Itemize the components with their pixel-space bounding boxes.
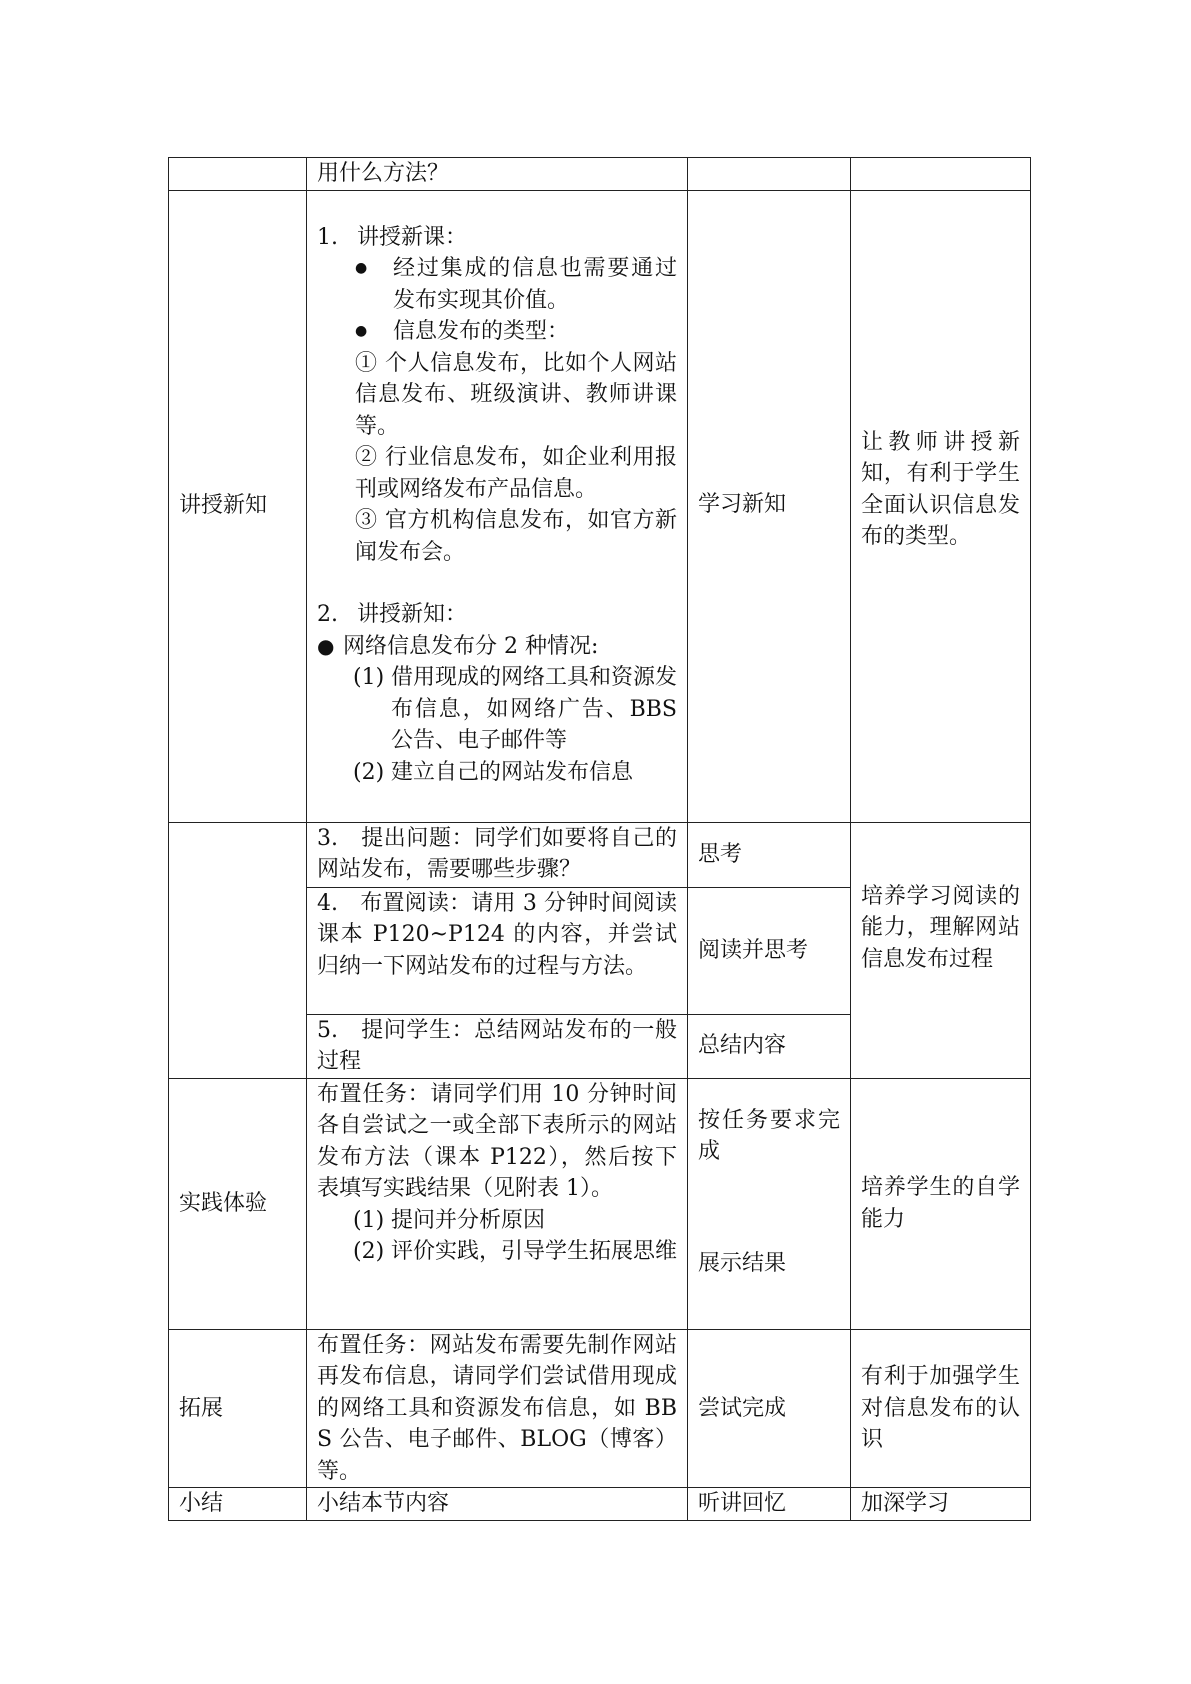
content-cell — [307, 1014, 688, 1078]
purpose-text: 培养学生的自学能力 — [861, 1175, 1020, 1232]
content-cell — [307, 1488, 688, 1521]
student-cell — [688, 158, 851, 191]
lesson-plan-table — [168, 157, 1031, 1521]
purpose-cell — [851, 1078, 1031, 1329]
student-activity: 按任务要求完成 — [698, 1107, 840, 1164]
list-item-text: 经过集成的信息也需要通过发布实现其价值。 — [393, 256, 677, 313]
section-number: 2. — [317, 602, 338, 627]
list-number: (1) — [353, 665, 385, 690]
purpose-text: 培养学习阅读的能力，理解网站信息发布过程 — [861, 883, 1020, 972]
content-text: 小结本节内容 — [317, 1491, 450, 1516]
table-row — [169, 1329, 1031, 1488]
student-activity: 学习新知 — [698, 491, 787, 517]
content-cell — [307, 1329, 688, 1488]
stage-label: 拓展 — [179, 1395, 224, 1421]
list-item — [317, 1205, 677, 1237]
purpose-cell — [851, 190, 1031, 822]
content-cell — [307, 158, 688, 191]
list-number: (2) — [353, 1239, 385, 1264]
content-text: 布置任务：网站发布需要先制作网站再发布信息，请同学们尝试借用现成的网络工具和资源发布信息，如 BBS 公告、电子邮件、BLOG（博客）等。 — [317, 1332, 677, 1484]
stage-label: 讲授新知 — [179, 493, 268, 519]
stage-label: 小结 — [179, 1491, 224, 1516]
stage-label: 实践体验 — [179, 1190, 268, 1216]
list-item: ① 个人信息发布，比如个人网站信息发布、班级演讲、教师讲课等。 — [355, 350, 677, 439]
list-item-text: 评价实践，引导学生拓展思维 — [391, 1239, 678, 1264]
purpose-cell — [851, 158, 1031, 191]
section-title: 讲授新知： — [357, 602, 468, 627]
bullet-icon: ● — [355, 323, 368, 339]
content-cell — [307, 190, 688, 822]
student-activity: 思考 — [698, 841, 743, 867]
bullet-icon: ● — [355, 260, 368, 276]
section-number: 1. — [317, 224, 338, 250]
section-title: 讲授新课： — [357, 224, 468, 250]
content-text: 用什么方法？ — [317, 161, 450, 186]
purpose-text: 让教师讲授新知，有利于学生全面认识信息发布的类型。 — [861, 429, 1020, 549]
list-item — [317, 1236, 677, 1268]
table-row — [169, 822, 1031, 887]
student-cell — [688, 822, 851, 887]
student-cell — [688, 1078, 851, 1329]
list-item — [317, 316, 677, 348]
table-row — [169, 1488, 1031, 1521]
student-activity: 听讲回忆 — [698, 1491, 787, 1516]
list-item-text: 网络信息发布分 2 种情况: — [343, 633, 599, 659]
student-activity: 尝试完成 — [698, 1395, 787, 1421]
purpose-cell — [851, 1488, 1031, 1521]
list-number: (1) — [353, 1207, 385, 1233]
content-text: 5. 提问学生：总结网站发布的一般过程 — [317, 1017, 677, 1074]
student-cell — [688, 1329, 851, 1488]
list-item-text: 建立自己的网站发布信息 — [391, 759, 634, 785]
purpose-text: 加深学习 — [861, 1491, 950, 1516]
student-cell — [688, 1014, 851, 1078]
content-cell — [307, 887, 688, 1014]
section-heading — [317, 599, 677, 631]
list-item: ② 行业信息发布，如企业利用报刊或网络发布产品信息。 — [355, 445, 677, 502]
list-item — [317, 757, 677, 789]
stage-cell — [169, 190, 307, 822]
purpose-cell — [851, 1329, 1031, 1488]
list-item — [317, 253, 677, 316]
list-item-text: 提问并分析原因 — [391, 1207, 546, 1233]
table-row — [169, 158, 1031, 191]
list-item — [317, 631, 677, 663]
stage-cell — [169, 822, 307, 1078]
bullet-icon: ● — [317, 633, 335, 658]
table-row — [169, 190, 1031, 822]
stage-cell — [169, 158, 307, 191]
student-cell — [688, 1488, 851, 1521]
student-activity: 阅读并思考 — [698, 937, 809, 963]
list-item: ③ 官方机构信息发布，如官方新闻发布会。 — [355, 508, 677, 565]
list-item-text: 借用现成的网络工具和资源发布信息，如网络广告、BBS 公告、电子邮件等 — [391, 665, 678, 753]
content-text: 4. 布置阅读：请用 3 分钟时间阅读课本 P120~P124 的内容，并尝试归纳一下网站发布的过程与方法。 — [317, 890, 677, 979]
table-row — [169, 1078, 1031, 1329]
student-cell — [688, 887, 851, 1014]
content-cell — [307, 822, 688, 887]
section-heading — [317, 222, 677, 254]
stage-cell — [169, 1488, 307, 1521]
content-cell — [307, 1078, 688, 1329]
stage-cell — [169, 1078, 307, 1329]
student-cell — [688, 190, 851, 822]
stage-cell — [169, 1329, 307, 1488]
list-item — [317, 662, 677, 757]
list-item-text: 信息发布的类型： — [393, 319, 570, 344]
purpose-cell — [851, 822, 1031, 1078]
content-text: 3. 提出问题：同学们如要将自己的网站发布，需要哪些步骤？ — [317, 825, 677, 882]
student-activity: 总结内容 — [698, 1033, 787, 1059]
list-number: (2) — [353, 759, 385, 785]
purpose-text: 有利于加强学生对信息发布的认识 — [861, 1364, 1020, 1452]
content-text: 布置任务：请同学们用 10 分钟时间各自尝试之一或全部下表所示的网站发布方法（课本 P122），然后按下表填写实践结果（见附表 1）。 — [317, 1081, 677, 1201]
student-activity: 展示结果 — [698, 1250, 787, 1276]
